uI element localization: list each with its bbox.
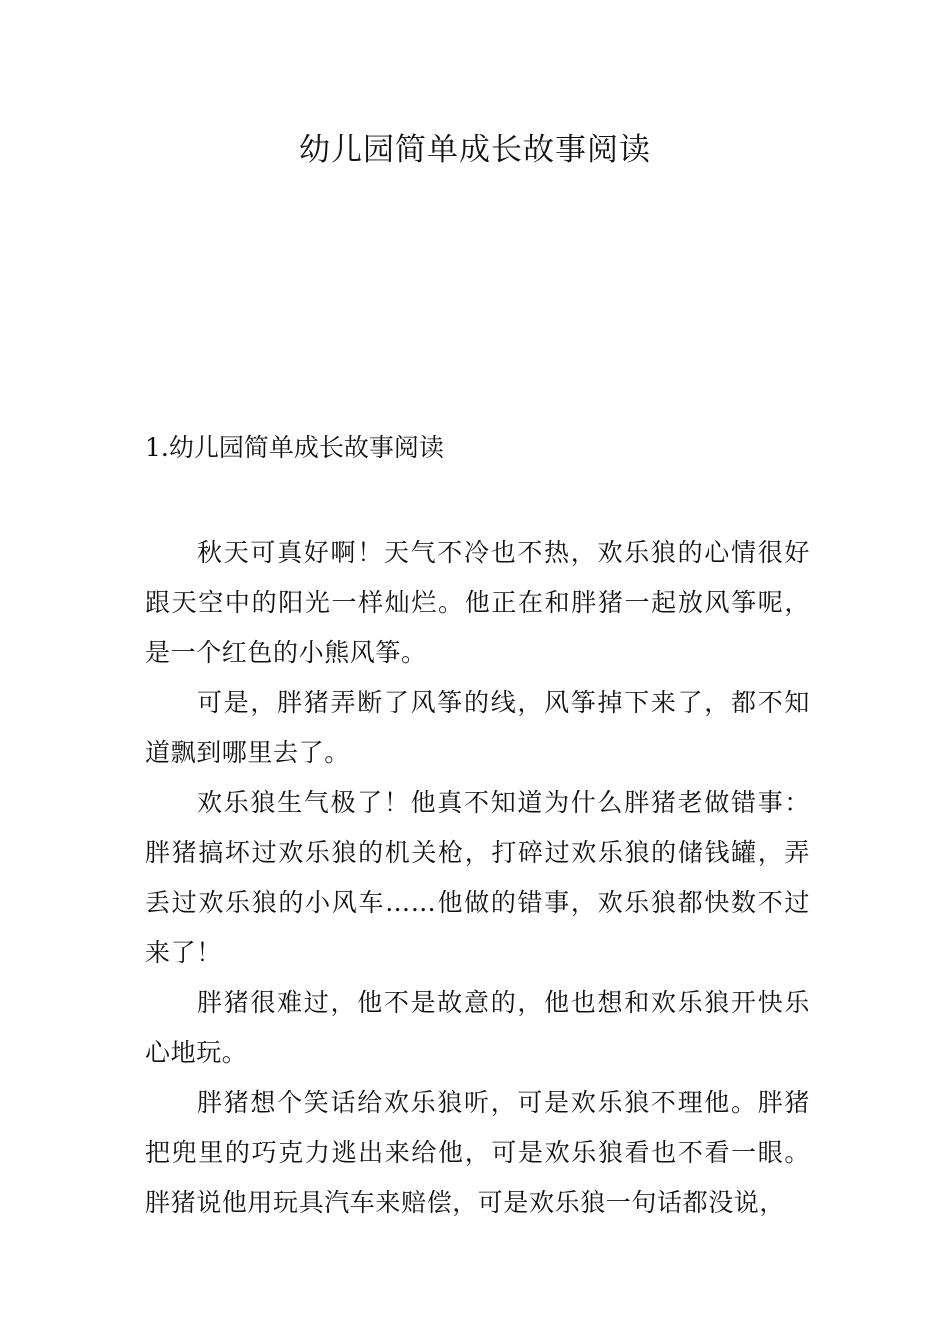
story-paragraph: 欢乐狼生气极了！他真不知道为什么胖猪老做错事：胖猪搞坏过欢乐狼的机关枪，打碎过欢乐狼的储钱罐，弄丢过欢乐狼的小风车……他做的错事，欢乐狼都快数不过来了！ <box>145 788 810 967</box>
story-paragraph: 胖猪很难过，他不是故意的，他也想和欢乐狼开快乐心地玩。 <box>145 988 810 1067</box>
story-paragraph: 胖猪想个笑话给欢乐狼听，可是欢乐狼不理他。胖猪把兜里的巧克力逃出来给他，可是欢乐狼看也不看一眼。胖猪说他用玩具汽车来赔偿，可是欢乐狼一句话都没说， <box>145 1088 810 1217</box>
section-heading: 1.幼儿园简单成长故事阅读 <box>145 433 444 462</box>
story-paragraph: 秋天可真好啊！天气不冷也不热，欢乐狼的心情很好跟天空中的阳光一样灿烂。他正在和胖猪一起放风筝呢，是一个红色的小熊风筝。 <box>145 538 810 667</box>
document-title: 幼儿园简单成长故事阅读 <box>299 132 651 168</box>
story-paragraph: 可是，胖猪弄断了风筝的线，风筝掉下来了，都不知道飘到哪里去了。 <box>145 688 810 767</box>
story-body <box>145 528 810 1228</box>
